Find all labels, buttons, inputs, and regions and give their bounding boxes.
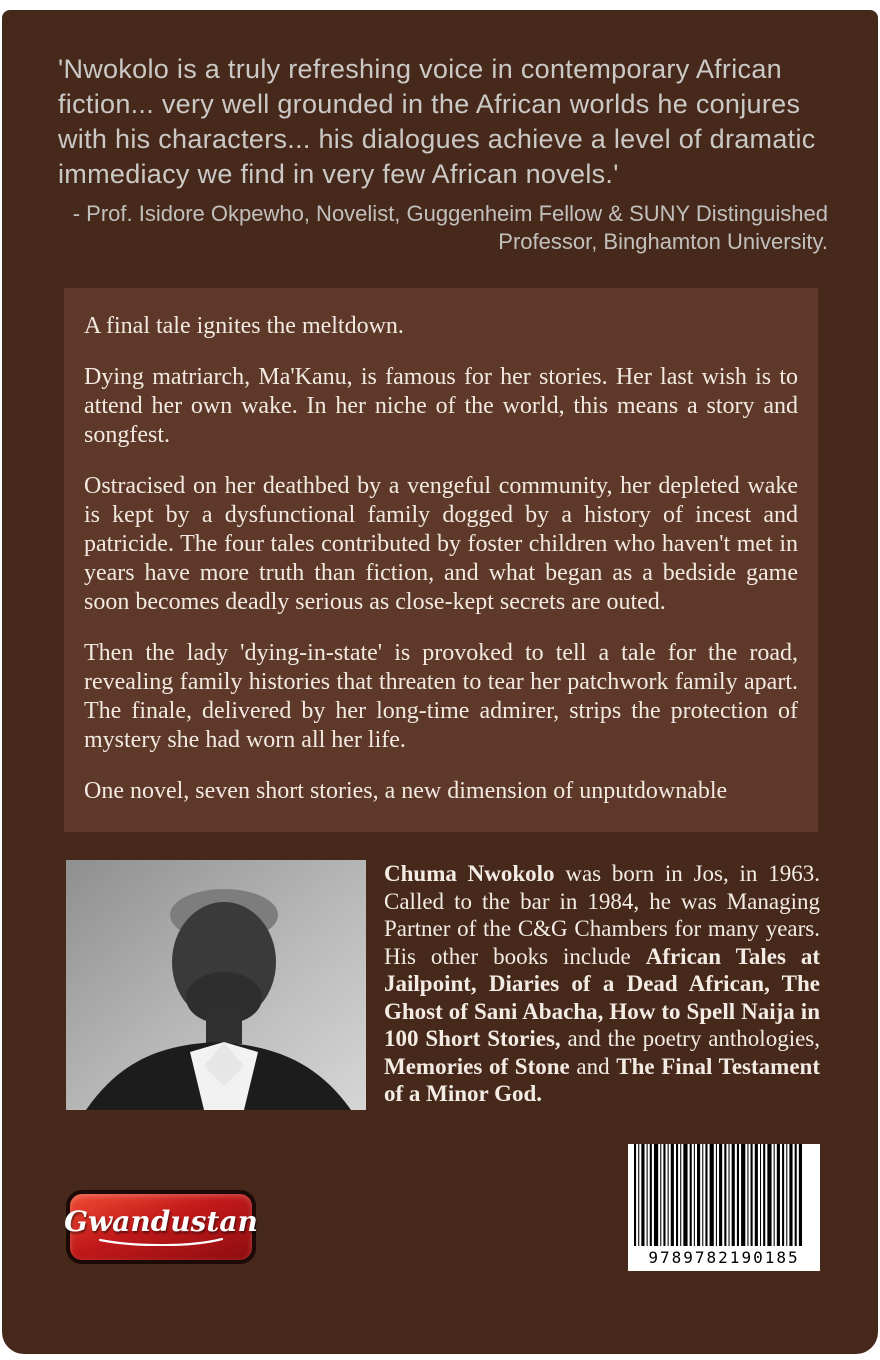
quote-attribution	[58, 200, 828, 256]
publisher-logo-text: Gwandustan	[64, 1205, 258, 1238]
bio-text: was born in Jos, in 1963. Called to the bar in 1984, he was Managing Partner of the C&G Chambers for many years. His other books include	[384, 861, 820, 969]
bio-text: and	[569, 1053, 617, 1079]
book-back-cover	[2, 10, 878, 1354]
synopsis-paragraph: Dying matriarch, Ma'Kanu, is famous for her stories. Her last wish is to attend her own wake. In her niche of the world, this means a story and songfest.	[84, 364, 798, 448]
synopsis-paragraph: One novel, seven short stories, a new dimension of unputdownable	[84, 778, 728, 804]
synopsis-paragraph: Then the lady 'dying-in-state' is provoked to tell a tale for the road, revealing family histories that threaten to tear her patchwork family apart. The finale, delivered by her long-time admirer, strips the protection of mystery she had worn all her life.	[84, 640, 798, 753]
barcode-bars	[634, 1144, 802, 1246]
logo-underline-flourish	[96, 1238, 226, 1246]
bio-book-title: The Final Testament of a Minor God.	[384, 1053, 820, 1106]
synopsis-panel	[64, 288, 818, 832]
barcode-number: 9789782190185	[648, 1248, 800, 1267]
endorsement-quote	[2, 10, 878, 256]
bio-author-name: Chuma Nwokolo	[384, 861, 555, 886]
synopsis-paragraph: A final tale ignites the meltdown.	[84, 313, 404, 339]
author-bio	[384, 860, 820, 1110]
author-section	[66, 860, 820, 1110]
bio-book-titles: African Tales at Jailpoint, Diaries of a Dead African, The Ghost of Sani Abacha, How to Spell Naija in 100 Short Stories,	[384, 943, 821, 1051]
bio-text: and the poetry anthologies,	[560, 1026, 820, 1051]
synopsis-paragraph: Ostracised on her deathbed by a vengeful community, her depleted wake is kept by a dysfunctional family dogged by a history of incest and patricide. The four tales contributed by foster children who haven't met in years have more truth than fiction, and what began as a bedside game soon becomes deadly serious as close-kept secrets are outed.	[84, 473, 798, 615]
author-portrait-image	[66, 860, 366, 1110]
quote-attribution-line1: - Prof. Isidore Okpewho, Novelist, Guggenheim Fellow & SUNY Distinguished	[72, 201, 828, 226]
bio-book-title: Memories of Stone	[384, 1053, 570, 1079]
footer-row	[66, 1144, 820, 1271]
author-photo	[66, 860, 366, 1110]
barcode	[628, 1144, 820, 1271]
quote-attribution-line2: Professor, Binghamton University.	[498, 229, 828, 254]
publisher-logo	[66, 1190, 256, 1264]
quote-text: 'Nwokolo is a truly refreshing voice in contemporary African fiction... very well grounded in the African worlds he conjures with his characters... his dialogues achieve a level of dramatic immediacy we find in very few African novels.'	[58, 54, 816, 189]
